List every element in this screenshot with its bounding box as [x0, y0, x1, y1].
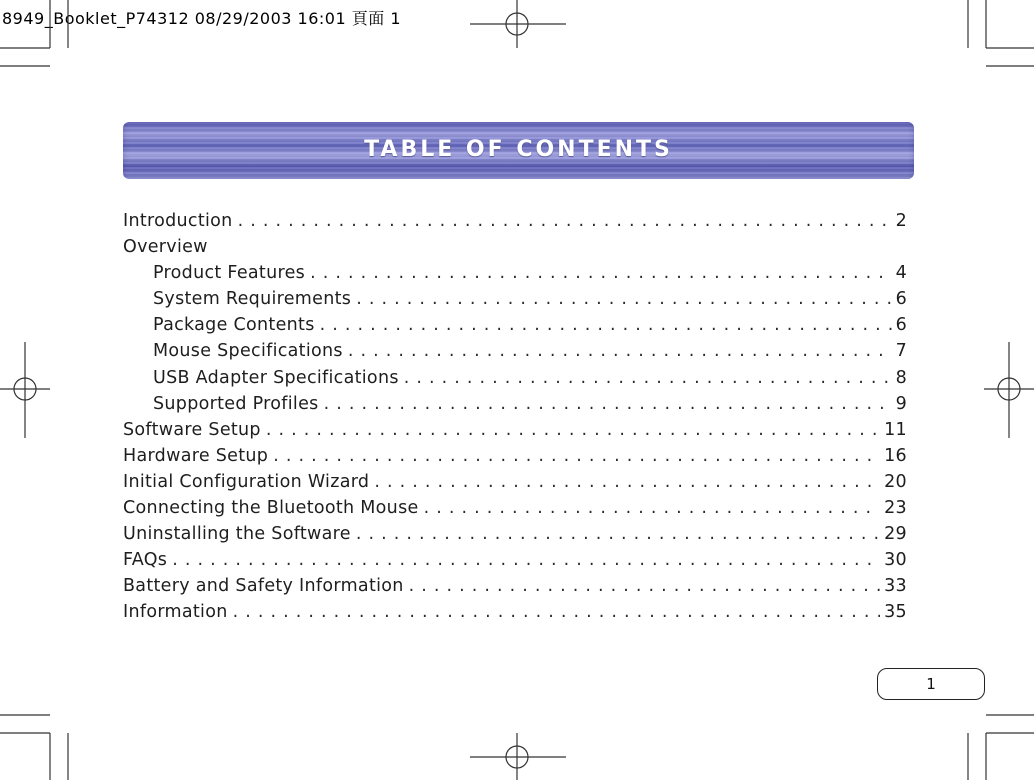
page-number-box	[877, 668, 985, 700]
toc-entry-label: Introduction	[123, 211, 233, 231]
toc-entry[interactable]	[123, 573, 907, 599]
toc-entry[interactable]	[123, 443, 907, 469]
toc-entry[interactable]	[123, 286, 907, 312]
toc-entry-page: 7	[895, 341, 907, 362]
toc-entry-page: 33	[884, 576, 907, 597]
toc-banner	[123, 122, 914, 179]
dot-leader	[348, 338, 892, 364]
toc-title: TABLE OF CONTENTS	[364, 137, 673, 162]
toc-entry-page: 8	[895, 367, 907, 388]
toc-entry-label: Software Setup	[123, 419, 261, 440]
toc-entry-page: 6	[895, 289, 907, 310]
toc-entry-page: 11	[884, 419, 907, 440]
toc-entry-label: Connecting the Bluetooth Mouse	[123, 498, 419, 519]
toc-entry-label: USB Adapter Specifications	[153, 367, 399, 388]
toc-entry-label: Uninstalling the Software	[123, 524, 351, 545]
toc-entry-page: 6	[895, 315, 907, 336]
registration-target-top	[470, 0, 566, 48]
toc-entry[interactable]	[123, 599, 907, 625]
toc-entry-page: 30	[884, 550, 907, 571]
dot-leader	[404, 365, 892, 391]
toc-entry-page: 2	[895, 211, 907, 231]
dot-leader	[320, 312, 892, 338]
dot-leader	[356, 286, 891, 312]
dot-leader	[409, 573, 880, 599]
toc-entry[interactable]	[123, 338, 907, 364]
toc-entry-page: 9	[895, 393, 907, 414]
toc-entry[interactable]	[123, 260, 907, 286]
dot-leader	[172, 547, 880, 573]
toc-entry[interactable]	[123, 417, 907, 443]
toc-entry[interactable]	[123, 391, 907, 417]
dot-leader	[324, 391, 892, 417]
toc-entry-label: Battery and Safety Information	[123, 576, 404, 597]
registration-target-left	[0, 342, 50, 438]
registration-target-bottom	[470, 733, 566, 780]
toc-entry-page: 4	[895, 263, 907, 284]
toc-entry[interactable]	[123, 365, 907, 391]
toc-entry-label: Information	[123, 602, 228, 623]
dot-leader	[233, 599, 881, 625]
dot-leader	[266, 417, 880, 443]
toc-entry-label: Overview	[123, 237, 208, 258]
toc-entry[interactable]	[123, 495, 907, 521]
toc-entry[interactable]	[123, 547, 907, 573]
toc-entry-label: Mouse Specifications	[153, 341, 343, 362]
dot-leader	[310, 260, 892, 286]
toc-entry-label: Product Features	[153, 263, 306, 284]
dot-leader	[273, 443, 880, 469]
toc-entry-page: 16	[884, 445, 907, 466]
toc-entry-label: Hardware Setup	[123, 445, 269, 466]
toc-entry-page: 23	[884, 498, 907, 519]
dot-leader	[424, 495, 881, 521]
dot-leader	[374, 469, 880, 495]
toc-entry[interactable]	[123, 521, 907, 547]
toc-entry-label: Supported Profiles	[153, 393, 319, 414]
toc-entry-page: 29	[884, 524, 907, 545]
dot-leader	[238, 208, 892, 234]
print-slug: 8949_Booklet_P74312 08/29/2003 16:01 頁面 1	[2, 9, 402, 28]
toc-entry[interactable]	[123, 312, 907, 338]
toc-entry-label: FAQs	[123, 550, 168, 571]
page-number: 1	[926, 675, 936, 693]
toc-section-heading	[123, 234, 907, 260]
toc-entry-page: 20	[884, 471, 907, 492]
toc-entry-label: Initial Configuration Wizard	[123, 471, 370, 492]
toc-entry-page: 35	[884, 602, 907, 623]
toc-entry[interactable]	[123, 469, 907, 495]
toc-entry[interactable]	[123, 208, 907, 234]
dot-leader	[356, 521, 880, 547]
registration-target-right	[984, 342, 1034, 438]
toc-entry-label: System Requirements	[153, 289, 352, 310]
table-of-contents	[123, 208, 907, 626]
toc-entry-label: Package Contents	[153, 315, 315, 336]
